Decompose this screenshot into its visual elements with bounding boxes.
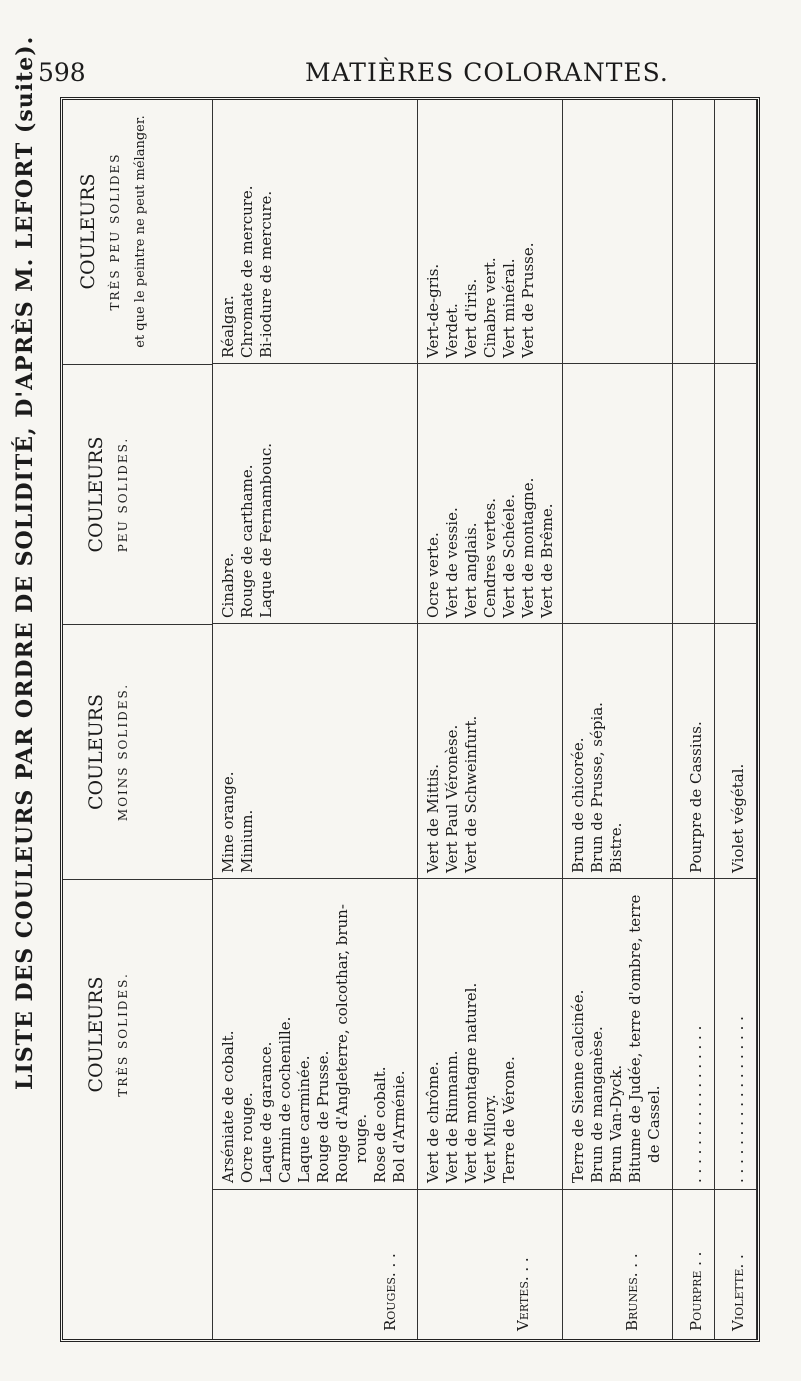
list-item: Cinabre.	[219, 552, 237, 618]
list-item: Brun de Prusse, sépia.	[588, 702, 606, 873]
list-item: Cinabre vert.	[481, 257, 499, 358]
list-item: Vert-de-gris.	[424, 263, 442, 358]
violette-col1	[715, 879, 756, 1189]
row-label-vertes: Vertes. . .	[418, 1189, 562, 1339]
row-label-rouges: Rouges. . .	[213, 1189, 417, 1339]
list-item: Rouge d'Angleterre, colcothar, brun-	[333, 904, 351, 1183]
list-item: Ocre rouge.	[238, 1092, 256, 1183]
row-pourpre	[673, 100, 715, 1339]
list-item: Vert de Brême.	[538, 503, 556, 618]
list-item: Pourpre de Cassius.	[687, 721, 705, 873]
header-band	[63, 100, 213, 1339]
list-item: Vert de Schweinfurt.	[462, 715, 480, 873]
list-item: Violet végétal.	[729, 763, 747, 873]
header-col2-title: COULEURS	[85, 694, 107, 810]
list-item: Vert de montagne.	[519, 477, 537, 618]
header-col3	[63, 364, 212, 624]
list-item: Minium.	[238, 809, 256, 873]
list-item: Vert de Schéele.	[500, 493, 518, 618]
list-item: Vert de Mittis.	[424, 763, 442, 873]
list-item: Vert anglais.	[462, 522, 480, 618]
header-col4-title: COULEURS	[77, 173, 99, 290]
header-col1-subtitle: TRÈS SOLIDES.	[116, 972, 130, 1097]
colors-table	[60, 97, 760, 1342]
list-item: Vert Paul Véronèse.	[443, 724, 461, 873]
list-item: Brun de chicorée.	[569, 737, 587, 873]
violette-col2	[715, 624, 756, 879]
header-col3-subtitle: PEU SOLIDES.	[116, 436, 130, 553]
rouges-col4	[213, 99, 417, 364]
header-col1	[63, 879, 212, 1189]
list-item: . . . . . . . . . . . . . . . . . .	[729, 1016, 747, 1183]
list-item: Vert minéral.	[500, 258, 518, 358]
list-item: Ocre verte.	[424, 532, 442, 618]
list-item: Vert Milory.	[481, 1094, 499, 1183]
list-item: Mine orange.	[219, 771, 237, 873]
rouges-col1	[213, 879, 417, 1189]
list-item: Rouge de carthame.	[238, 464, 256, 618]
vertes-col4	[418, 99, 562, 364]
list-item: Vert d'iris.	[462, 278, 480, 358]
header-col4-note: et que le peintre ne peut mélanger.	[133, 115, 148, 348]
list-item: Bol d'Arménie.	[390, 1070, 408, 1183]
list-item: Rouge de Prusse.	[314, 1050, 332, 1183]
table-title: LISTE DES COULEURS PAR ORDRE DE SOLIDITÉ, D'APRÈS M. LEFORT (suite).	[12, 35, 38, 1090]
list-item: Chromate de mercure.	[238, 185, 256, 358]
list-item: Verdet.	[443, 303, 461, 358]
row-vertes	[418, 100, 563, 1339]
list-item: Bistre.	[607, 822, 625, 873]
brunes-col2	[563, 624, 672, 879]
rouges-col2	[213, 624, 417, 879]
vertes-col1	[418, 879, 562, 1189]
list-item: Laque de garance.	[257, 1041, 275, 1183]
list-item: Bi-iodure de mercure.	[257, 190, 275, 358]
row-label-violette: Violette. .	[715, 1189, 756, 1339]
vertes-col2	[418, 624, 562, 879]
header-col3-title: COULEURS	[85, 436, 107, 553]
divider	[213, 623, 757, 624]
row-rouges	[213, 100, 418, 1339]
header-col2-subtitle: MOINS SOLIDES.	[116, 682, 130, 822]
list-item: . . . . . . . . . . . . . . . . .	[687, 1025, 705, 1183]
vertes-col3	[418, 364, 562, 624]
list-item: Terre de Vérone.	[500, 1056, 518, 1183]
list-item: Laque de Fernambouc.	[257, 443, 275, 618]
divider	[213, 363, 757, 364]
row-violette	[715, 100, 757, 1339]
pourpre-col1	[673, 879, 714, 1189]
list-item: rouge.	[352, 1113, 370, 1163]
rouges-col3	[213, 364, 417, 624]
list-item: Rose de cobalt.	[371, 1066, 389, 1183]
list-item: Vert de Rinmann.	[443, 1050, 461, 1183]
list-item: Vert de Prusse.	[519, 242, 537, 358]
list-item: Brun Van-Dyck.	[607, 1064, 625, 1183]
header-col4	[63, 99, 212, 364]
running-head: MATIÈRES COLORANTES.	[305, 58, 669, 87]
list-item: Cendres vertes.	[481, 497, 499, 618]
row-label-brunes: Brunes. . .	[563, 1189, 672, 1339]
list-item: Bitume de Judée, terre d'ombre, terre	[626, 894, 644, 1183]
list-item: Vert de vessie.	[443, 507, 461, 618]
row-brunes	[563, 100, 673, 1339]
list-item: Vert de montagne naturel.	[462, 982, 480, 1183]
list-item: Carmin de cochenille.	[276, 1016, 294, 1183]
table-rotated-holder	[60, 97, 760, 1342]
list-item: Arséniate de cobalt.	[219, 1030, 237, 1183]
header-col2	[63, 624, 212, 879]
page-number: 598	[38, 58, 86, 87]
list-item: de Cassel.	[645, 1085, 663, 1163]
header-col1-title: COULEURS	[85, 976, 107, 1093]
list-item: Réalgar.	[219, 295, 237, 358]
list-item: Terre de Sienne calcinée.	[569, 989, 587, 1183]
list-item: Laque carminée.	[295, 1055, 313, 1183]
row-label-pourpre: Pourpre . .	[673, 1189, 714, 1339]
list-item: Vert de chrôme.	[424, 1061, 442, 1183]
list-item: Brun de manganèse.	[588, 1026, 606, 1183]
brunes-col1	[563, 879, 672, 1189]
header-col4-subtitle: TRÈS PEU SOLIDES	[108, 152, 122, 311]
pourpre-col2	[673, 624, 714, 879]
divider	[213, 878, 757, 879]
